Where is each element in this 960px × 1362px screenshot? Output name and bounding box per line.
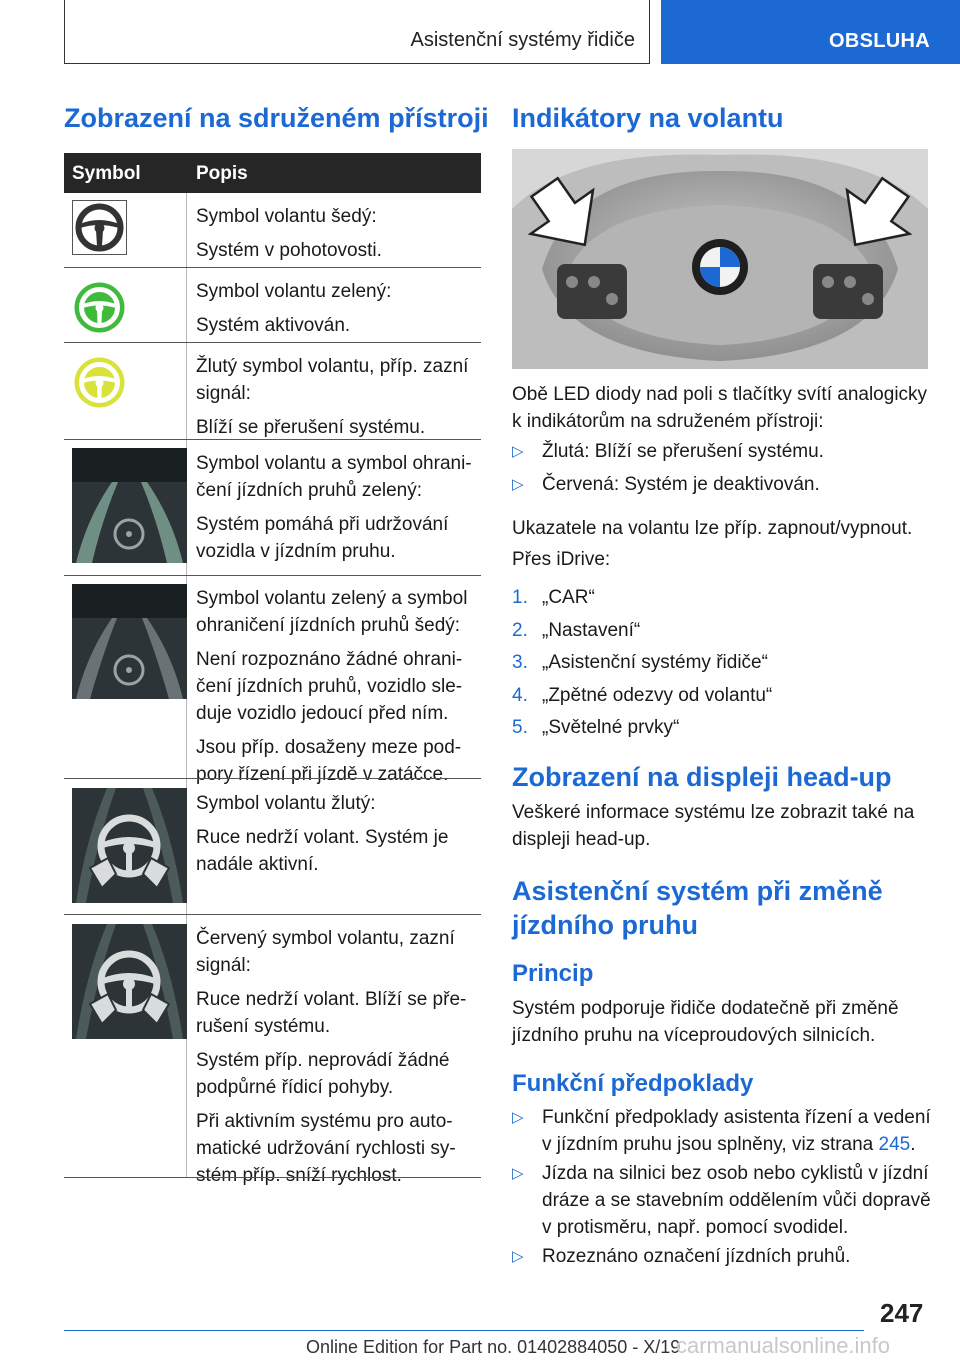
watermark: carmanualsonline.info bbox=[676, 1333, 891, 1358]
steering-wheel-photo bbox=[512, 149, 928, 369]
table-row-3-desc: Žlutý symbol volantu, příp. zazní signál: Blíží se přerušení systému. bbox=[196, 356, 469, 438]
footer-edition: Online Edition for Part no. 01402884050 - X/19 bbox=[306, 1337, 681, 1357]
idrive-paragraph: Přes iDrive: bbox=[512, 549, 611, 570]
list-item: ▷ Jízda na silnici bez osob nebo cyklistů v jízdní dráze a se stavebním oddělením vůči dopravě v protisměru, např. pomocí svodidel. bbox=[512, 1160, 932, 1241]
right-heading-indicators: Indikátory na volantu bbox=[512, 103, 784, 133]
row-separator bbox=[64, 342, 481, 343]
list-item: 4. „Zpětné odezvy od volantu“ bbox=[512, 685, 773, 706]
steering-wheel-yellow-icon bbox=[72, 355, 187, 410]
lane-scene-gray-lines-icon bbox=[72, 584, 187, 699]
table-row-4-desc: Symbol volantu a symbol ohrani-čení jízdních pruhů zelený: Systém pomáhá při udržování vozidla v jízdním pruhu. bbox=[196, 453, 472, 562]
indicators-paragraph: Obě LED diody nad poli s tlačítky svítí analogicky k indikátorům na sdruženém přístroji: bbox=[512, 384, 928, 432]
col-desc-header: Popis bbox=[196, 163, 248, 184]
list-item: 3. „Asistenční systémy řidiče“ bbox=[512, 652, 768, 673]
table-row-2-desc: Symbol volantu zelený: Systém aktivován. bbox=[196, 281, 392, 336]
hands-off-red-icon bbox=[72, 924, 187, 1039]
hands-off-yellow-icon bbox=[72, 788, 187, 903]
list-item: ▷ Žlutá: Blíží se přerušení systému. bbox=[512, 438, 932, 465]
table-row-6-desc: Symbol volantu žlutý: Ruce nedrží volant. Systém je nadále aktivní. bbox=[196, 793, 449, 875]
header-section-box bbox=[64, 0, 650, 64]
row-separator bbox=[64, 778, 481, 779]
list-item: ▷ Rozeznáno označení jízdních pruhů. bbox=[512, 1243, 932, 1270]
row-separator bbox=[64, 1177, 481, 1178]
lane-scene-green-lines-icon bbox=[72, 448, 187, 563]
steering-wheel-gray-icon bbox=[72, 198, 187, 263]
list-item: 5. „Světelné prvky“ bbox=[512, 717, 680, 738]
list-item: ▷ Červená: Systém je deaktivován. bbox=[512, 471, 932, 498]
hud-paragraph: Veškeré informace systému lze zobrazit také na displeji head-up. bbox=[512, 802, 915, 850]
table-row-5-desc: Symbol volantu zelený a symbol ohraničení jízdních pruhů šedý: Není rozpoznáno žádné ohrani-čení jízdních pruhů, vozidlo sle-duje vozidlo jedoucí před ním. Jsou příp. dosaženy meze pod-pory řízení při jízdě v zatáčce. bbox=[196, 588, 468, 785]
list-item: 2. „Nastavení“ bbox=[512, 620, 641, 641]
header-section-title: Asistenční systémy řidiče bbox=[410, 29, 635, 51]
row-separator bbox=[64, 575, 481, 576]
steering-wheel-green-icon bbox=[72, 280, 187, 335]
bullet-marker: ▷ bbox=[512, 1109, 524, 1126]
principle-heading: Princip bbox=[512, 960, 594, 987]
principle-paragraph: Systém podporuje řidiče dodatečně při změně jízdního pruhu na víceproudových silnicích. bbox=[512, 998, 899, 1046]
page-ref-link[interactable]: 245 bbox=[878, 1134, 911, 1155]
bullet-marker: ▷ bbox=[512, 1248, 524, 1265]
row-separator bbox=[64, 267, 481, 268]
bullet-marker: ▷ bbox=[512, 476, 524, 493]
row-separator bbox=[64, 914, 481, 915]
list-item: ▷ Funkční předpoklady asistenta řízení a vedení v jízdním pruhu jsou splněny, viz strana 245. bbox=[512, 1104, 932, 1158]
toggle-paragraph: Ukazatele na volantu lze příp. zapnout/vypnout. bbox=[512, 518, 913, 539]
header-chapter-label: OBSLUHA bbox=[829, 30, 930, 52]
table-row-1-desc: Symbol volantu šedý: Systém v pohotovosti. bbox=[196, 206, 382, 261]
table-row-7-desc: Červený symbol volantu, zazní signál: Ruce nedrží volant. Blíží se pře-rušení systému. Systém příp. neprovádí žádné podpůrné řídicí pohyby. Při aktivním systému pro auto-matické udržování rychlosti sy-stém příp. sníží rychlost. bbox=[196, 928, 467, 1186]
prerequisites-heading: Funkční předpoklady bbox=[512, 1070, 754, 1097]
hud-heading: Zobrazení na displeji head-up bbox=[512, 762, 892, 792]
table-header bbox=[64, 153, 481, 193]
bullet-marker: ▷ bbox=[512, 443, 524, 460]
col-symbol-header: Symbol bbox=[72, 163, 141, 184]
footer-rule bbox=[64, 1330, 864, 1331]
left-heading: Zobrazení na sdruženém přístroji bbox=[64, 103, 489, 133]
list-item: 1. „CAR“ bbox=[512, 587, 595, 608]
row-separator bbox=[64, 439, 481, 440]
bullet-marker: ▷ bbox=[512, 1165, 524, 1182]
header-chapter-tab bbox=[661, 0, 960, 64]
page-number: 247 bbox=[880, 1298, 924, 1328]
lane-change-heading: Asistenční systém při změně jízdního pruhu bbox=[512, 876, 883, 940]
